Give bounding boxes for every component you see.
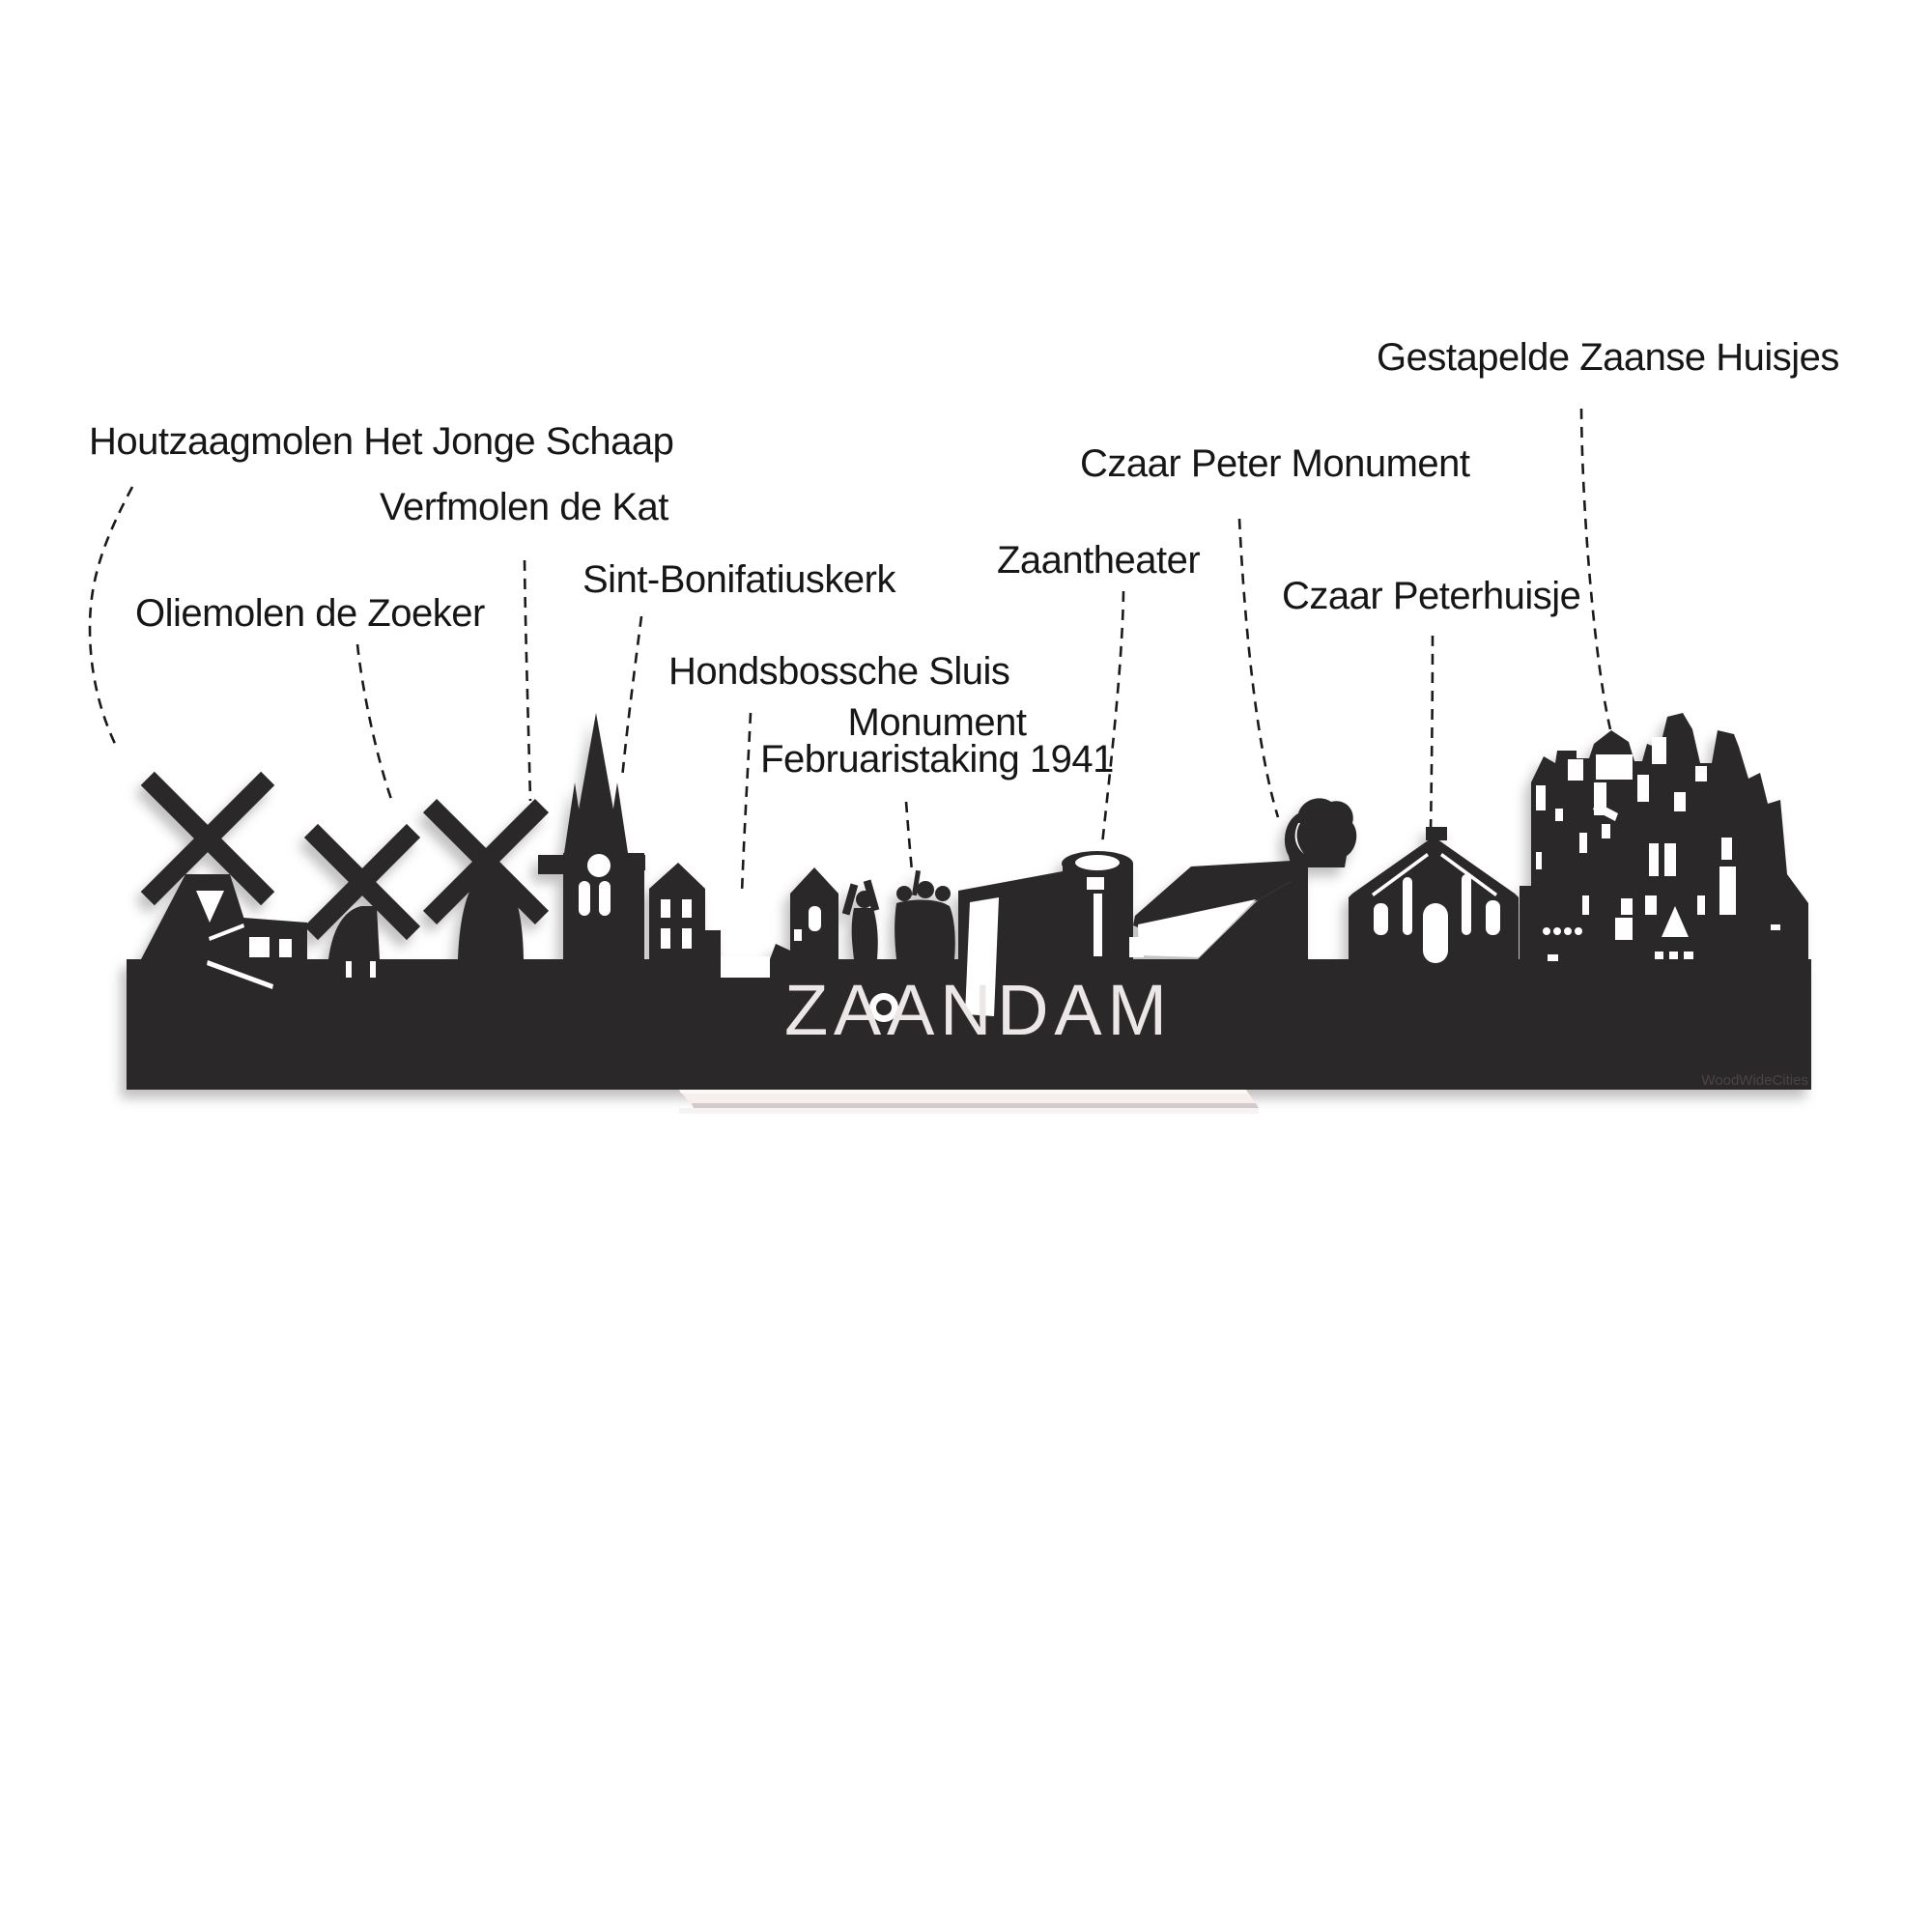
label-houtzaagmolen: Houtzaagmolen Het Jonge Schaap (89, 420, 674, 463)
monument-februaristaking-silhouette (842, 870, 955, 959)
city-name-cutout: ZAANDAM (784, 970, 1169, 1050)
hondsbossche-sluis-notch (721, 956, 770, 978)
leader-sint-bonifatiuskerk (622, 616, 641, 779)
label-hondsbossche: Hondsbossche Sluis (668, 650, 1010, 693)
label-verfmolen: Verfmolen de Kat (380, 486, 668, 528)
leader-czaar-peter-monument (1239, 519, 1278, 817)
leader-monument (906, 802, 912, 871)
label-czaar-peterhuisje: Czaar Peterhuisje (1282, 575, 1581, 617)
label-sint-bonifatiuskerk: Sint-Bonifatiuskerk (582, 558, 895, 601)
windmill-het-jonge-schaap-silhouette (88, 719, 328, 959)
watermark: WoodWideCities (1701, 1072, 1808, 1089)
label-monument-line1: Monument (847, 701, 1027, 744)
leader-gestapelde (1581, 409, 1610, 729)
display-stand (679, 1090, 1259, 1114)
leader-verfmolen (525, 560, 530, 801)
label-monument-februaristaking (696, 701, 1179, 781)
label-monument-line2: Februaristaking 1941 (760, 738, 1114, 781)
label-czaar-peter-monument: Czaar Peter Monument (1080, 442, 1470, 485)
label-gestapelde: Gestapelde Zaanse Huisjes (1377, 336, 1839, 379)
label-zaantheater: Zaantheater (997, 539, 1201, 582)
leader-houtzaagmolen (90, 487, 132, 750)
leader-czaar-peterhuisje (1431, 636, 1433, 832)
sint-bonifatiuskerk-silhouette (538, 713, 645, 976)
czaar-peter-monument-silhouette (1285, 798, 1356, 959)
label-oliemolen: Oliemolen de Zoeker (135, 592, 485, 635)
leader-oliemolen (357, 644, 392, 802)
